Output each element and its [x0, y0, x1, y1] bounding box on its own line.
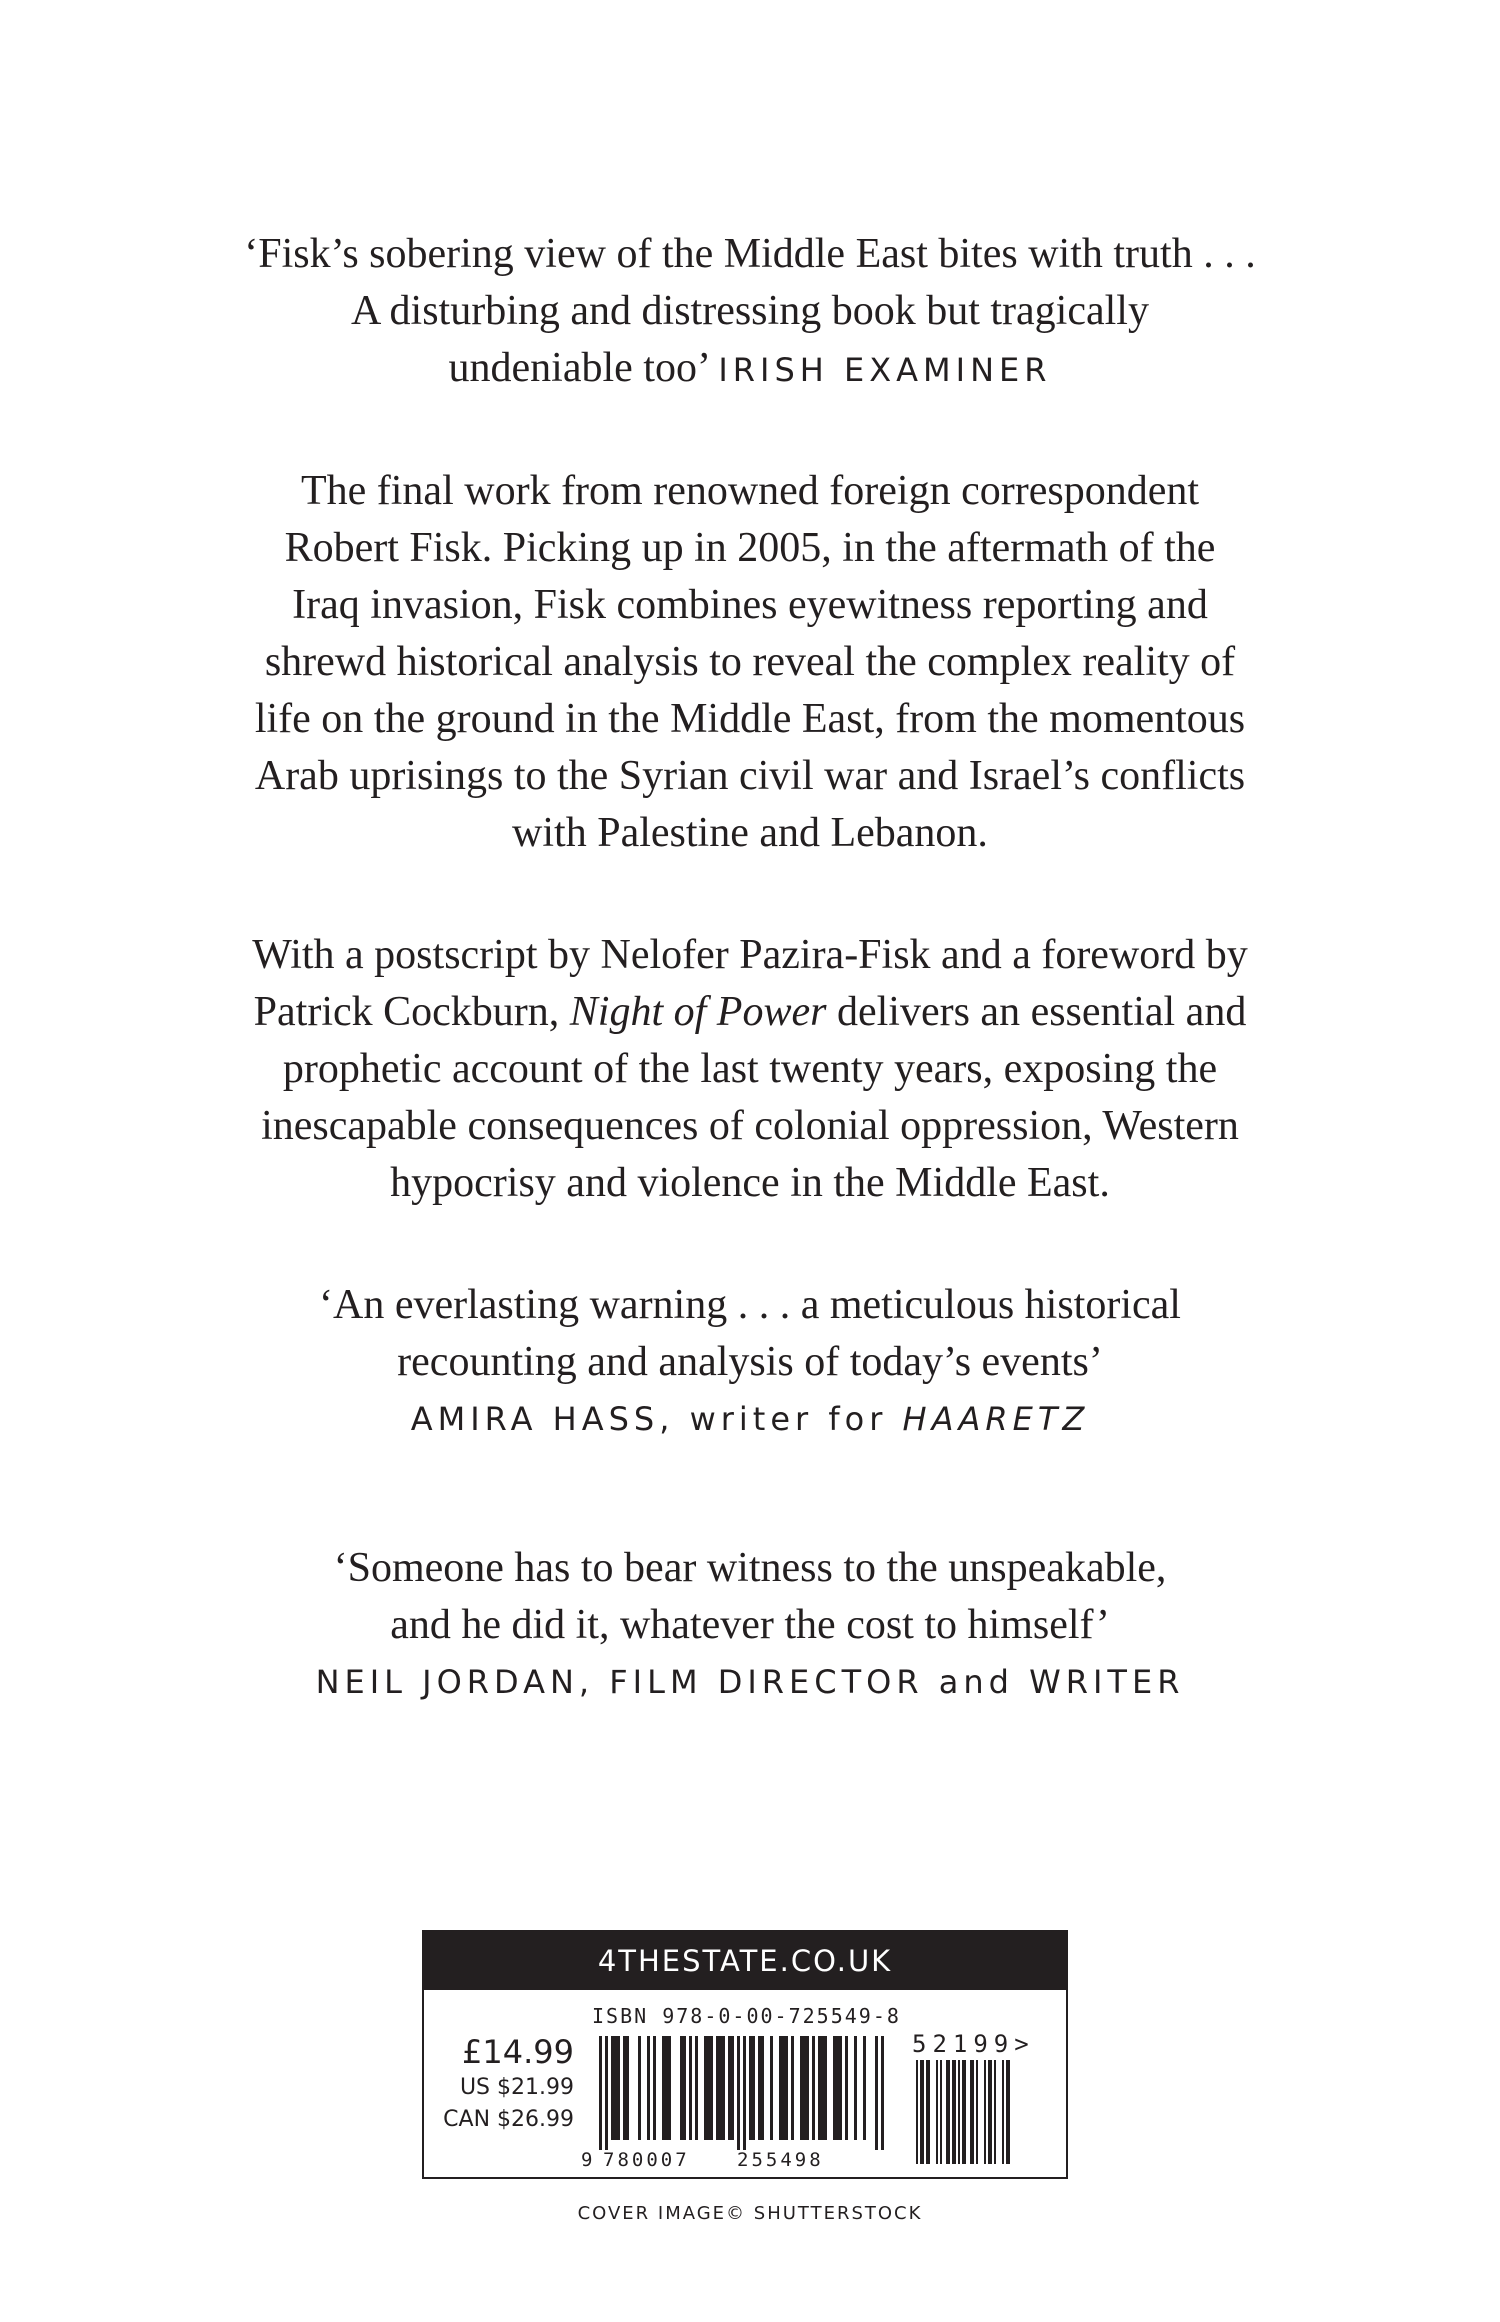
ean-bar	[680, 2036, 683, 2140]
ean-bar	[833, 2036, 836, 2140]
addon-bar	[936, 2060, 938, 2164]
ean-right-digits: 255498	[737, 2149, 824, 2171]
ean-bar	[836, 2036, 839, 2140]
addon-bar	[948, 2060, 950, 2164]
ean-bar	[818, 2036, 821, 2140]
ean-bar	[863, 2036, 866, 2140]
description-line: with Palestine and Lebanon.	[512, 810, 988, 856]
quote-line: recounting and analysis of today’s events’	[397, 1339, 1103, 1385]
ean-bar	[806, 2036, 809, 2140]
ean-bar	[800, 2036, 803, 2140]
ean-bar	[668, 2036, 671, 2140]
ean-bar	[662, 2036, 665, 2140]
quote-line-text: undeniable too’	[448, 345, 708, 391]
ean-bar	[785, 2036, 788, 2140]
addon-bar	[1002, 2060, 1004, 2164]
addon-bar	[920, 2060, 922, 2164]
addon-bar	[1006, 2060, 1008, 2164]
ean-bar	[626, 2036, 629, 2140]
ean-bar	[716, 2036, 719, 2140]
description-paragraph-1	[150, 463, 1350, 862]
addon-bar	[928, 2060, 930, 2164]
ean-bar	[719, 2036, 722, 2140]
ean-bar	[623, 2036, 626, 2140]
addon-arrow: >	[1014, 2030, 1035, 2058]
description-line: life on the ground in the Middle East, from the momentous	[254, 696, 1246, 742]
addon-bar	[952, 2060, 954, 2164]
quote-neil-jordan	[150, 1540, 1350, 1711]
addon-bar	[954, 2060, 956, 2164]
addon-bar	[964, 2060, 966, 2164]
ean-bar	[791, 2036, 794, 2140]
addon-bar	[994, 2060, 996, 2164]
ean-bar	[839, 2036, 842, 2140]
addon-bar	[976, 2060, 978, 2164]
ean-bar	[614, 2036, 617, 2140]
price-gbp: £14.99	[462, 2033, 574, 2071]
quote-attribution: NEIL JORDAN, FILM DIRECTOR and WRITER	[315, 1663, 1185, 1701]
addon-barcode	[914, 2060, 1024, 2168]
ean-bar	[770, 2036, 773, 2140]
description-line: prophetic account of the last twenty years, exposing the	[282, 1046, 1218, 1092]
ean-bar	[638, 2036, 641, 2140]
quote-line: and he did it, whatever the cost to himself’	[390, 1602, 1110, 1648]
description-text: Patrick Cockburn,	[253, 989, 560, 1035]
price-us: US $21.99	[459, 2075, 574, 2100]
description-line: With a postscript by Nelofer Pazira-Fisk and a foreword by	[252, 932, 1248, 978]
addon-bar	[1008, 2060, 1010, 2164]
description-line: The final work from renowned foreign correspondent	[300, 468, 1200, 514]
addon-bar	[922, 2060, 924, 2164]
book-title: Night of Power	[569, 989, 827, 1035]
ean-bar	[803, 2036, 806, 2140]
ean-bar	[611, 2036, 614, 2140]
quote-line: A disturbing and distressing book but tragically	[351, 288, 1149, 334]
addon-bar	[988, 2060, 990, 2164]
ean-bar	[758, 2036, 761, 2140]
ean-bar	[710, 2036, 713, 2140]
ean-bar	[749, 2036, 752, 2140]
ean-bar	[779, 2036, 782, 2140]
ean-bar	[743, 2036, 746, 2150]
ean-bar	[875, 2036, 878, 2150]
quote-author: AMIRA HASS, writer for	[410, 1400, 888, 1438]
ean-bar	[812, 2036, 815, 2140]
ean-bar	[704, 2036, 707, 2140]
ean-bar	[854, 2036, 857, 2140]
addon-bar	[946, 2060, 948, 2164]
description-line: hypocrisy and violence in the Middle East.	[390, 1160, 1110, 1206]
ean-bar	[683, 2036, 686, 2140]
description-line	[150, 984, 1350, 1041]
ean-bars	[599, 2036, 884, 2150]
cover-credit: COVER IMAGE© SHUTTERSTOCK	[577, 2203, 923, 2224]
barcode-box	[422, 1930, 1068, 2179]
addon-bar	[940, 2060, 942, 2164]
quote-line: ‘An everlasting warning . . . a meticulous historical	[319, 1282, 1181, 1328]
ean-bar	[782, 2036, 785, 2140]
quote-publication: HAARETZ	[902, 1400, 1090, 1438]
ean-bar	[845, 2036, 848, 2140]
ean-bar	[821, 2036, 824, 2140]
price-can: CAN $26.99	[443, 2107, 574, 2132]
ean-first-digit: 9	[581, 2149, 593, 2171]
description-line: shrewd historical analysis to reveal the complex reality of	[264, 639, 1236, 685]
addon-bar	[958, 2060, 960, 2164]
ean-bar	[761, 2036, 764, 2140]
quote-amira-hass	[150, 1277, 1350, 1448]
addon-bar	[962, 2060, 964, 2164]
quote-line	[150, 340, 1350, 399]
quote-attribution	[150, 1391, 1350, 1448]
quote-irish-examiner	[150, 226, 1350, 399]
ean-bar	[737, 2036, 740, 2150]
ean-bar	[824, 2036, 827, 2140]
ean-bar	[599, 2036, 602, 2150]
addon-bar	[970, 2060, 972, 2164]
addon-bar	[972, 2060, 974, 2164]
quote-line: ‘Someone has to bear witness to the unspeakable,	[333, 1545, 1167, 1591]
ean-bar	[728, 2036, 731, 2140]
ean-bar	[647, 2036, 650, 2140]
ean-bar	[752, 2036, 755, 2140]
addon-digit-text: 52199	[912, 2030, 1015, 2058]
ean-barcode	[579, 2032, 899, 2172]
quote-line: ‘Fisk’s sobering view of the Middle East bites with truth . . .	[244, 231, 1256, 277]
quote-source: IRISH EXAMINER	[718, 351, 1052, 389]
ean-bar	[881, 2036, 884, 2150]
addon-bar	[916, 2060, 918, 2164]
addon-bars	[916, 2060, 1010, 2164]
publisher-website: 4THESTATE.CO.UK	[424, 1932, 1066, 1990]
addon-bar	[984, 2060, 986, 2164]
description-line: Iraq invasion, Fisk combines eyewitness reporting and	[292, 582, 1208, 628]
ean-bar	[731, 2036, 734, 2140]
addon-bar	[926, 2060, 928, 2164]
addon-digits	[912, 2030, 1035, 2058]
description-text: delivers an essential and	[836, 989, 1247, 1035]
ean-bar	[695, 2036, 698, 2140]
ean-left-digits: 780007	[603, 2149, 690, 2171]
ean-bar	[689, 2036, 692, 2140]
description-paragraph-2	[150, 927, 1350, 1212]
ean-bar	[722, 2036, 725, 2140]
ean-bar	[653, 2036, 656, 2140]
price-list	[434, 2032, 574, 2136]
ean-bar	[665, 2036, 668, 2140]
ean-bar	[707, 2036, 710, 2140]
ean-bar	[617, 2036, 620, 2140]
description-line: Robert Fisk. Picking up in 2005, in the aftermath of the	[284, 525, 1216, 571]
description-line: Arab uprisings to the Syrian civil war and Israel’s conflicts	[254, 753, 1246, 799]
addon-bar	[990, 2060, 992, 2164]
description-line: inescapable consequences of colonial oppression, Western	[261, 1103, 1239, 1149]
ean-bar	[605, 2036, 608, 2150]
isbn-number: ISBN 978-0-00-725549-8	[592, 2004, 901, 2028]
